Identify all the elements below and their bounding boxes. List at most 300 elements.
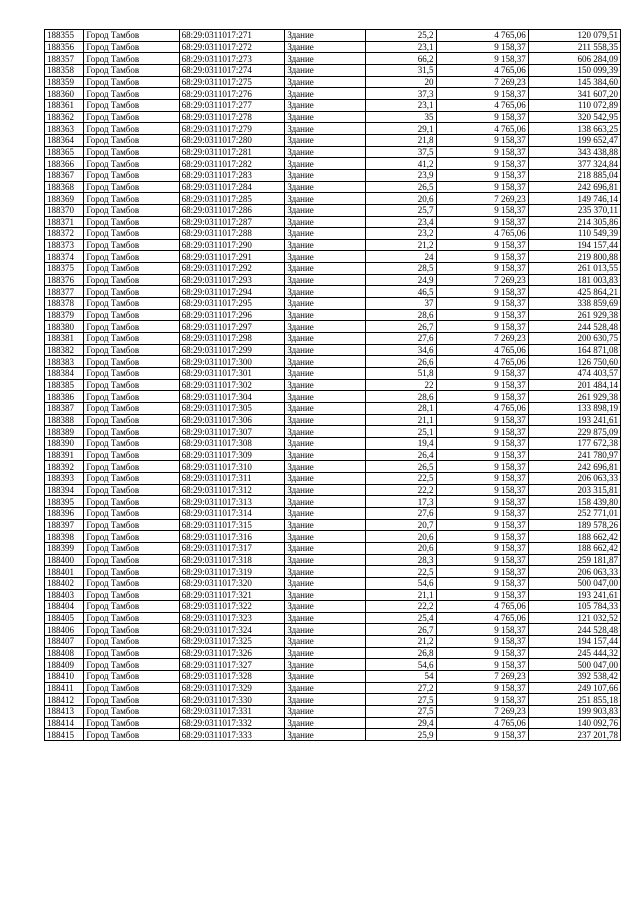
cell-cadastral-value: 425 864,21 <box>528 286 620 298</box>
cell-city: Город Тамбов <box>84 286 179 298</box>
cell-area: 51,8 <box>366 368 436 380</box>
table-row <box>45 356 621 368</box>
cell-record-id: 188374 <box>45 251 84 263</box>
cell-record-id: 188366 <box>45 158 84 170</box>
cell-cadastral-value: 105 784,33 <box>528 601 620 613</box>
cell-specific-value: 9 158,37 <box>436 426 528 438</box>
cell-cadastral-value: 200 630,75 <box>528 333 620 345</box>
cell-record-id: 188414 <box>45 717 84 729</box>
cell-record-id: 188391 <box>45 449 84 461</box>
cell-city: Город Тамбов <box>84 612 179 624</box>
table-row <box>45 566 621 578</box>
cell-cadastral-number: 68:29:0311017:292 <box>179 263 285 275</box>
table-row <box>45 472 621 484</box>
cell-city: Город Тамбов <box>84 181 179 193</box>
cell-cadastral-number: 68:29:0311017:319 <box>179 566 285 578</box>
cell-city: Город Тамбов <box>84 193 179 205</box>
cell-city: Город Тамбов <box>84 53 179 65</box>
cell-object-type: Здание <box>285 717 366 729</box>
cell-area: 37,3 <box>366 88 436 100</box>
cell-object-type: Здание <box>285 146 366 158</box>
cell-object-type: Здание <box>285 437 366 449</box>
cell-record-id: 188365 <box>45 146 84 158</box>
cell-area: 27,6 <box>366 507 436 519</box>
cell-cadastral-value: 203 315,81 <box>528 484 620 496</box>
cell-city: Город Тамбов <box>84 76 179 88</box>
cell-record-id: 188398 <box>45 531 84 543</box>
cell-city: Город Тамбов <box>84 204 179 216</box>
cell-city: Город Тамбов <box>84 368 179 380</box>
cell-city: Город Тамбов <box>84 461 179 473</box>
cell-area: 34,6 <box>366 344 436 356</box>
cell-area: 19,4 <box>366 437 436 449</box>
cell-area: 26,7 <box>366 624 436 636</box>
cell-cadastral-value: 140 092,76 <box>528 717 620 729</box>
cell-object-type: Здание <box>285 612 366 624</box>
cell-city: Город Тамбов <box>84 671 179 683</box>
cell-cadastral-number: 68:29:0311017:318 <box>179 554 285 566</box>
cell-city: Город Тамбов <box>84 274 179 286</box>
cell-cadastral-value: 343 438,88 <box>528 146 620 158</box>
cell-object-type: Здание <box>285 158 366 170</box>
cell-city: Город Тамбов <box>84 519 179 531</box>
table-row <box>45 461 621 473</box>
cell-cadastral-value: 244 528,48 <box>528 624 620 636</box>
cell-area: 26,8 <box>366 647 436 659</box>
cell-cadastral-number: 68:29:0311017:324 <box>179 624 285 636</box>
table-row <box>45 333 621 345</box>
cell-city: Город Тамбов <box>84 542 179 554</box>
table-row <box>45 309 621 321</box>
cell-city: Город Тамбов <box>84 426 179 438</box>
cell-record-id: 188392 <box>45 461 84 473</box>
cell-record-id: 188407 <box>45 636 84 648</box>
cell-cadastral-number: 68:29:0311017:271 <box>179 30 285 42</box>
table-row <box>45 239 621 251</box>
cell-object-type: Здание <box>285 636 366 648</box>
cell-city: Город Тамбов <box>84 263 179 275</box>
cell-specific-value: 9 158,37 <box>436 146 528 158</box>
cell-object-type: Здание <box>285 356 366 368</box>
cell-area: 28,1 <box>366 403 436 415</box>
cell-specific-value: 9 158,37 <box>436 729 528 741</box>
cell-city: Город Тамбов <box>84 647 179 659</box>
cell-record-id: 188389 <box>45 426 84 438</box>
cell-record-id: 188381 <box>45 333 84 345</box>
cell-specific-value: 9 158,37 <box>436 391 528 403</box>
document-page <box>44 29 621 741</box>
cell-record-id: 188395 <box>45 496 84 508</box>
cell-city: Город Тамбов <box>84 484 179 496</box>
cell-cadastral-value: 193 241,61 <box>528 589 620 601</box>
cadastral-value-table <box>44 29 621 741</box>
cell-cadastral-value: 251 855,18 <box>528 694 620 706</box>
table-row <box>45 41 621 53</box>
cell-object-type: Здание <box>285 263 366 275</box>
cell-area: 20,7 <box>366 519 436 531</box>
cell-cadastral-value: 392 538,42 <box>528 671 620 683</box>
cell-specific-value: 9 158,37 <box>436 531 528 543</box>
table-row <box>45 403 621 415</box>
cell-area: 29,4 <box>366 717 436 729</box>
cell-cadastral-value: 133 898,19 <box>528 403 620 415</box>
cell-specific-value: 9 158,37 <box>436 368 528 380</box>
table-row <box>45 589 621 601</box>
cell-area: 25,9 <box>366 729 436 741</box>
cell-cadastral-number: 68:29:0311017:329 <box>179 682 285 694</box>
table-row <box>45 263 621 275</box>
cell-record-id: 188413 <box>45 706 84 718</box>
cell-object-type: Здание <box>285 484 366 496</box>
cell-object-type: Здание <box>285 134 366 146</box>
cell-area: 27,2 <box>366 682 436 694</box>
cell-cadastral-value: 158 439,80 <box>528 496 620 508</box>
cell-area: 20,6 <box>366 531 436 543</box>
cell-specific-value: 9 158,37 <box>436 216 528 228</box>
cell-area: 20,6 <box>366 542 436 554</box>
cell-cadastral-value: 241 780,97 <box>528 449 620 461</box>
cell-object-type: Здание <box>285 426 366 438</box>
cell-area: 24,9 <box>366 274 436 286</box>
cell-area: 23,2 <box>366 228 436 240</box>
cell-city: Город Тамбов <box>84 64 179 76</box>
table-row <box>45 99 621 111</box>
cell-area: 21,2 <box>366 239 436 251</box>
cell-cadastral-value: 242 696,81 <box>528 461 620 473</box>
cell-cadastral-number: 68:29:0311017:305 <box>179 403 285 415</box>
cell-record-id: 188382 <box>45 344 84 356</box>
cell-specific-value: 9 158,37 <box>436 577 528 589</box>
cell-object-type: Здание <box>285 507 366 519</box>
cell-area: 28,5 <box>366 263 436 275</box>
cell-city: Город Тамбов <box>84 134 179 146</box>
cell-cadastral-number: 68:29:0311017:321 <box>179 589 285 601</box>
cell-city: Город Тамбов <box>84 169 179 181</box>
table-row <box>45 601 621 613</box>
table-row <box>45 379 621 391</box>
table-row <box>45 706 621 718</box>
cell-cadastral-number: 68:29:0311017:290 <box>179 239 285 251</box>
cell-object-type: Здание <box>285 193 366 205</box>
cell-object-type: Здание <box>285 379 366 391</box>
cell-object-type: Здание <box>285 169 366 181</box>
cell-cadastral-number: 68:29:0311017:330 <box>179 694 285 706</box>
cell-cadastral-number: 68:29:0311017:328 <box>179 671 285 683</box>
cell-city: Город Тамбов <box>84 146 179 158</box>
cell-area: 25,2 <box>366 30 436 42</box>
cell-specific-value: 9 158,37 <box>436 379 528 391</box>
cell-object-type: Здание <box>285 99 366 111</box>
cell-cadastral-number: 68:29:0311017:287 <box>179 216 285 228</box>
cell-cadastral-value: 193 241,61 <box>528 414 620 426</box>
table-row <box>45 193 621 205</box>
cell-object-type: Здание <box>285 461 366 473</box>
cell-record-id: 188406 <box>45 624 84 636</box>
cell-cadastral-number: 68:29:0311017:298 <box>179 333 285 345</box>
table-row <box>45 368 621 380</box>
cell-area: 28,3 <box>366 554 436 566</box>
cell-object-type: Здание <box>285 251 366 263</box>
cell-cadastral-number: 68:29:0311017:322 <box>179 601 285 613</box>
cell-cadastral-number: 68:29:0311017:326 <box>179 647 285 659</box>
cell-cadastral-value: 188 662,42 <box>528 542 620 554</box>
cell-area: 28,6 <box>366 309 436 321</box>
table-row <box>45 449 621 461</box>
cell-specific-value: 9 158,37 <box>436 496 528 508</box>
cell-area: 31,5 <box>366 64 436 76</box>
cell-specific-value: 4 765,06 <box>436 356 528 368</box>
cell-object-type: Здание <box>285 309 366 321</box>
cell-record-id: 188357 <box>45 53 84 65</box>
cell-cadastral-value: 235 370,11 <box>528 204 620 216</box>
cell-object-type: Здание <box>285 496 366 508</box>
cell-city: Город Тамбов <box>84 216 179 228</box>
cell-record-id: 188361 <box>45 99 84 111</box>
cell-cadastral-value: 126 750,60 <box>528 356 620 368</box>
cell-specific-value: 9 158,37 <box>436 251 528 263</box>
cell-city: Город Тамбов <box>84 601 179 613</box>
cell-cadastral-number: 68:29:0311017:284 <box>179 181 285 193</box>
cell-object-type: Здание <box>285 542 366 554</box>
cell-cadastral-value: 320 542,95 <box>528 111 620 123</box>
table-row <box>45 169 621 181</box>
cell-specific-value: 4 765,06 <box>436 344 528 356</box>
cell-city: Город Тамбов <box>84 379 179 391</box>
cell-object-type: Здание <box>285 321 366 333</box>
cell-city: Город Тамбов <box>84 636 179 648</box>
cell-specific-value: 9 158,37 <box>436 554 528 566</box>
cell-area: 27,5 <box>366 706 436 718</box>
cell-area: 25,1 <box>366 426 436 438</box>
cell-cadastral-value: 188 662,42 <box>528 531 620 543</box>
cell-object-type: Здание <box>285 298 366 310</box>
cell-cadastral-number: 68:29:0311017:276 <box>179 88 285 100</box>
cell-cadastral-value: 377 324,84 <box>528 158 620 170</box>
cell-cadastral-number: 68:29:0311017:333 <box>179 729 285 741</box>
cell-object-type: Здание <box>285 204 366 216</box>
cell-object-type: Здание <box>285 589 366 601</box>
cell-cadastral-value: 199 903,83 <box>528 706 620 718</box>
table-row <box>45 134 621 146</box>
cell-record-id: 188410 <box>45 671 84 683</box>
cell-specific-value: 9 158,37 <box>436 181 528 193</box>
cell-area: 21,2 <box>366 636 436 648</box>
cell-object-type: Здание <box>285 344 366 356</box>
cell-cadastral-number: 68:29:0311017:297 <box>179 321 285 333</box>
cell-record-id: 188378 <box>45 298 84 310</box>
table-row <box>45 647 621 659</box>
cell-cadastral-number: 68:29:0311017:317 <box>179 542 285 554</box>
cell-cadastral-number: 68:29:0311017:274 <box>179 64 285 76</box>
cell-object-type: Здание <box>285 391 366 403</box>
cell-object-type: Здание <box>285 647 366 659</box>
cell-cadastral-number: 68:29:0311017:307 <box>179 426 285 438</box>
table-row <box>45 321 621 333</box>
cell-record-id: 188373 <box>45 239 84 251</box>
cell-specific-value: 7 269,23 <box>436 274 528 286</box>
cell-object-type: Здание <box>285 624 366 636</box>
cell-specific-value: 9 158,37 <box>436 542 528 554</box>
cell-specific-value: 9 158,37 <box>436 41 528 53</box>
table-row <box>45 216 621 228</box>
cell-specific-value: 4 765,06 <box>436 228 528 240</box>
cell-specific-value: 9 158,37 <box>436 566 528 578</box>
cell-area: 22,5 <box>366 472 436 484</box>
cell-specific-value: 9 158,37 <box>436 414 528 426</box>
cell-object-type: Здание <box>285 274 366 286</box>
cell-object-type: Здание <box>285 41 366 53</box>
cell-cadastral-value: 249 107,66 <box>528 682 620 694</box>
cell-object-type: Здание <box>285 30 366 42</box>
cell-area: 26,4 <box>366 449 436 461</box>
table-body <box>45 30 621 741</box>
cell-cadastral-value: 150 099,39 <box>528 64 620 76</box>
cell-specific-value: 9 158,37 <box>436 682 528 694</box>
cell-record-id: 188376 <box>45 274 84 286</box>
cell-record-id: 188359 <box>45 76 84 88</box>
cell-cadastral-number: 68:29:0311017:306 <box>179 414 285 426</box>
cell-specific-value: 9 158,37 <box>436 507 528 519</box>
cell-cadastral-number: 68:29:0311017:291 <box>179 251 285 263</box>
cell-cadastral-number: 68:29:0311017:281 <box>179 146 285 158</box>
cell-area: 28,6 <box>366 391 436 403</box>
cell-specific-value: 4 765,06 <box>436 30 528 42</box>
cell-record-id: 188415 <box>45 729 84 741</box>
cell-specific-value: 9 158,37 <box>436 321 528 333</box>
cell-cadastral-number: 68:29:0311017:275 <box>179 76 285 88</box>
cell-cadastral-value: 211 558,35 <box>528 41 620 53</box>
cell-cadastral-value: 500 047,00 <box>528 577 620 589</box>
cell-city: Город Тамбов <box>84 111 179 123</box>
cell-area: 20,6 <box>366 193 436 205</box>
table-row <box>45 414 621 426</box>
cell-area: 23,1 <box>366 41 436 53</box>
cell-cadastral-value: 259 181,87 <box>528 554 620 566</box>
cell-specific-value: 9 158,37 <box>436 111 528 123</box>
cell-cadastral-value: 194 157,44 <box>528 239 620 251</box>
cell-specific-value: 4 765,06 <box>436 403 528 415</box>
cell-cadastral-number: 68:29:0311017:327 <box>179 659 285 671</box>
cell-city: Город Тамбов <box>84 88 179 100</box>
cell-record-id: 188393 <box>45 472 84 484</box>
cell-cadastral-value: 474 403,57 <box>528 368 620 380</box>
table-row <box>45 158 621 170</box>
cell-city: Город Тамбов <box>84 391 179 403</box>
cell-cadastral-number: 68:29:0311017:286 <box>179 204 285 216</box>
cell-object-type: Здание <box>285 216 366 228</box>
cell-record-id: 188388 <box>45 414 84 426</box>
cell-cadastral-value: 500 047,00 <box>528 659 620 671</box>
cell-specific-value: 7 269,23 <box>436 333 528 345</box>
table-row <box>45 694 621 706</box>
cell-area: 46,5 <box>366 286 436 298</box>
cell-cadastral-number: 68:29:0311017:320 <box>179 577 285 589</box>
cell-specific-value: 9 158,37 <box>436 298 528 310</box>
cell-city: Город Тамбов <box>84 472 179 484</box>
cell-cadastral-value: 219 800,88 <box>528 251 620 263</box>
cell-city: Город Тамбов <box>84 333 179 345</box>
cell-cadastral-number: 68:29:0311017:283 <box>179 169 285 181</box>
cell-cadastral-number: 68:29:0311017:308 <box>179 437 285 449</box>
table-row <box>45 298 621 310</box>
cell-object-type: Здание <box>285 694 366 706</box>
table-row <box>45 624 621 636</box>
cell-area: 22,2 <box>366 484 436 496</box>
cell-record-id: 188399 <box>45 542 84 554</box>
cell-city: Город Тамбов <box>84 682 179 694</box>
cell-cadastral-value: 206 063,33 <box>528 472 620 484</box>
table-row <box>45 146 621 158</box>
cell-specific-value: 9 158,37 <box>436 461 528 473</box>
cell-record-id: 188384 <box>45 368 84 380</box>
cell-specific-value: 9 158,37 <box>436 88 528 100</box>
cell-city: Город Тамбов <box>84 239 179 251</box>
cell-specific-value: 9 158,37 <box>436 449 528 461</box>
cell-specific-value: 9 158,37 <box>436 286 528 298</box>
cell-object-type: Здание <box>285 181 366 193</box>
cell-specific-value: 9 158,37 <box>436 169 528 181</box>
cell-record-id: 188397 <box>45 519 84 531</box>
cell-record-id: 188371 <box>45 216 84 228</box>
table-row <box>45 612 621 624</box>
cell-specific-value: 9 158,37 <box>436 636 528 648</box>
cell-area: 41,2 <box>366 158 436 170</box>
cell-object-type: Здание <box>285 64 366 76</box>
cell-cadastral-value: 145 384,60 <box>528 76 620 88</box>
cell-cadastral-value: 229 875,09 <box>528 426 620 438</box>
cell-object-type: Здание <box>285 286 366 298</box>
cell-area: 23,1 <box>366 99 436 111</box>
cell-record-id: 188380 <box>45 321 84 333</box>
cell-object-type: Здание <box>285 519 366 531</box>
cell-record-id: 188412 <box>45 694 84 706</box>
table-row <box>45 426 621 438</box>
cell-cadastral-number: 68:29:0311017:316 <box>179 531 285 543</box>
cell-cadastral-number: 68:29:0311017:332 <box>179 717 285 729</box>
cell-area: 20 <box>366 76 436 88</box>
cell-record-id: 188385 <box>45 379 84 391</box>
table-row <box>45 659 621 671</box>
cell-city: Город Тамбов <box>84 589 179 601</box>
cell-cadastral-number: 68:29:0311017:288 <box>179 228 285 240</box>
cell-city: Город Тамбов <box>84 531 179 543</box>
cell-object-type: Здание <box>285 368 366 380</box>
cell-object-type: Здание <box>285 671 366 683</box>
cell-record-id: 188360 <box>45 88 84 100</box>
cell-cadastral-value: 261 929,38 <box>528 391 620 403</box>
cell-cadastral-value: 206 063,33 <box>528 566 620 578</box>
table-row <box>45 682 621 694</box>
table-row <box>45 484 621 496</box>
cell-city: Город Тамбов <box>84 344 179 356</box>
table-row <box>45 636 621 648</box>
cell-area: 25,4 <box>366 612 436 624</box>
cell-cadastral-value: 138 663,25 <box>528 123 620 135</box>
cell-area: 29,1 <box>366 123 436 135</box>
cell-specific-value: 9 158,37 <box>436 484 528 496</box>
cell-cadastral-value: 194 157,44 <box>528 636 620 648</box>
cell-record-id: 188405 <box>45 612 84 624</box>
cell-record-id: 188387 <box>45 403 84 415</box>
cell-area: 37 <box>366 298 436 310</box>
cell-cadastral-value: 341 607,20 <box>528 88 620 100</box>
cell-record-id: 188404 <box>45 601 84 613</box>
cell-city: Город Тамбов <box>84 554 179 566</box>
table-row <box>45 204 621 216</box>
cell-specific-value: 9 158,37 <box>436 624 528 636</box>
cell-record-id: 188390 <box>45 437 84 449</box>
cell-area: 26,7 <box>366 321 436 333</box>
